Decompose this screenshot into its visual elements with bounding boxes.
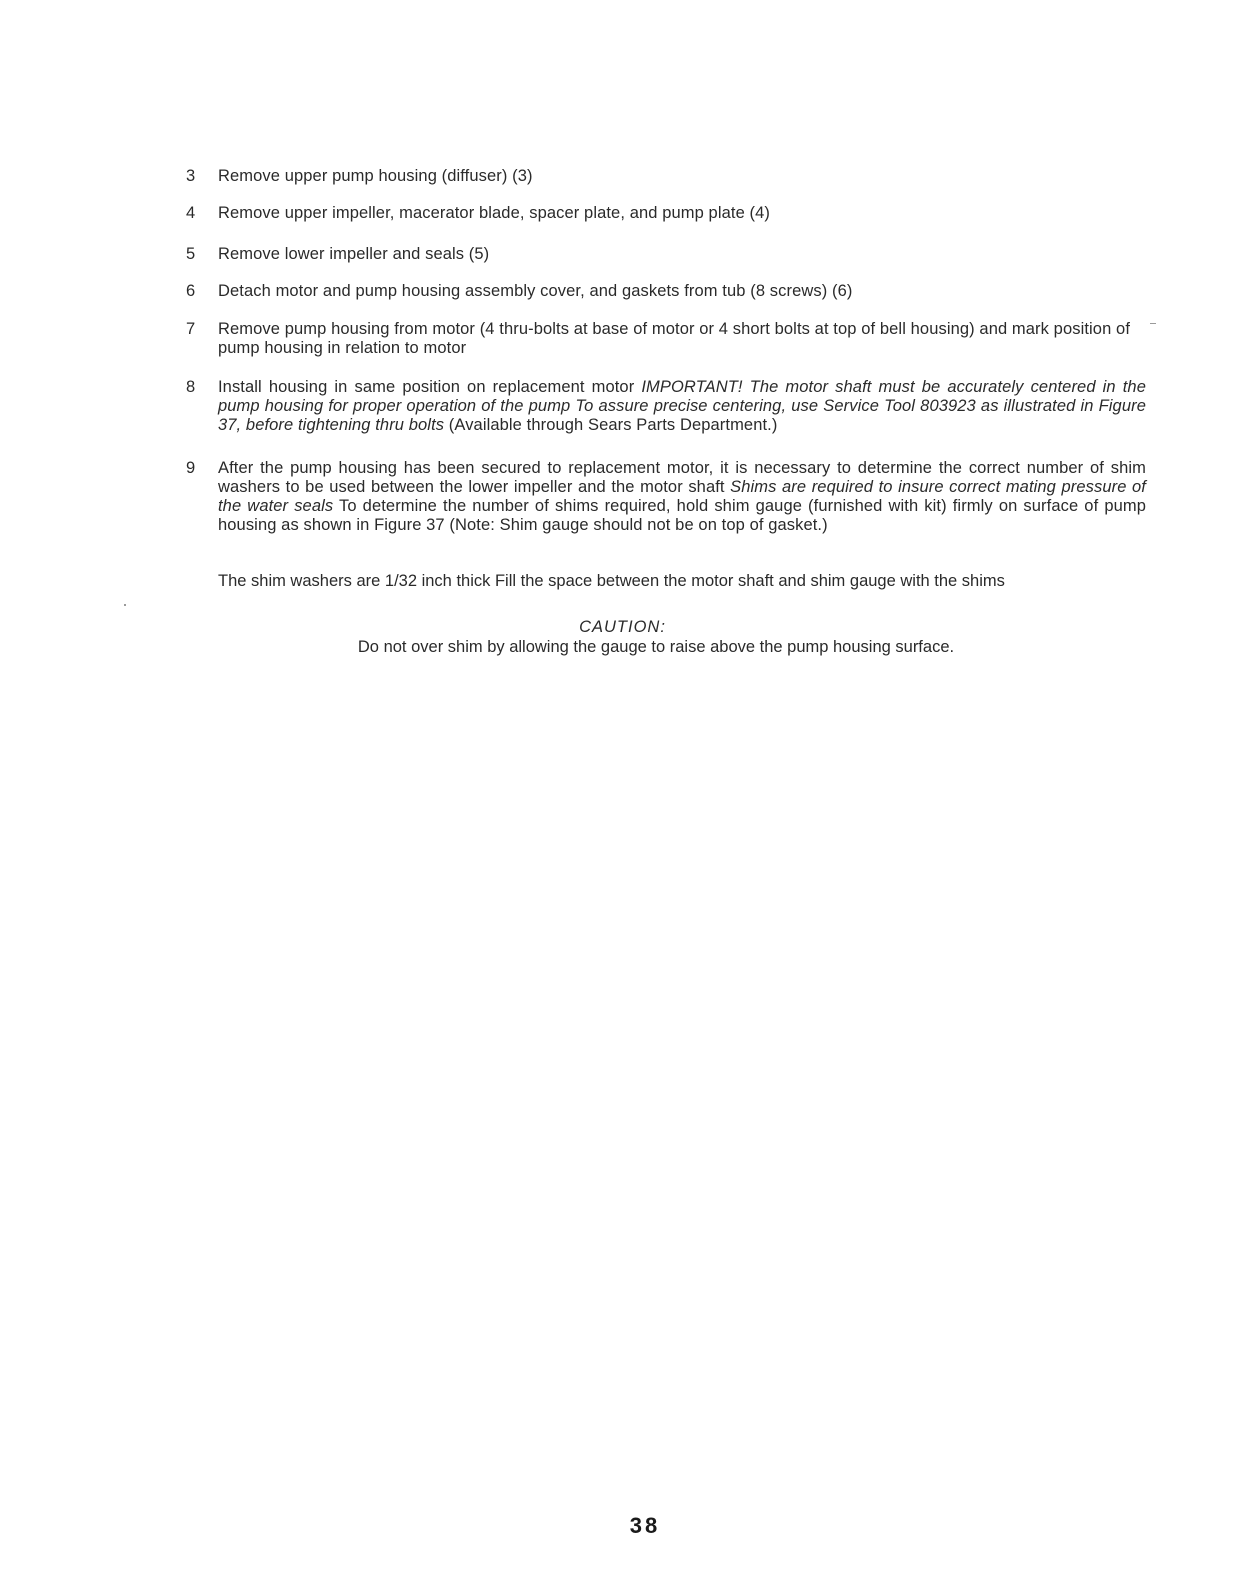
step-number: 3 [186, 167, 196, 185]
step-number: 6 [186, 282, 196, 300]
caution-text [0, 638, 1245, 657]
step-text-plain: To determine the number of shims required, hold shim gauge (furnished with kit) firmly on surface of pump housing as shown in Figure 37 (Note: Shim gauge should not be on top of gasket.) [218, 497, 1146, 534]
step-text [218, 378, 1146, 435]
step-5 [186, 245, 1166, 264]
caution-title: CAUTION: [579, 618, 666, 636]
step-number: 8 [186, 378, 196, 396]
step-text-plain: (Available through Sears Parts Department.) [444, 416, 778, 434]
step-text-emphasis: Shims are required to insure correct mating pressure of the water seals [218, 478, 1146, 515]
scan-speck [1150, 323, 1156, 324]
step-text: Remove upper impeller, macerator blade, spacer plate, and pump plate (4) [218, 204, 770, 222]
step-text [218, 459, 1146, 535]
step-text: Remove lower impeller and seals (5) [218, 245, 490, 263]
step-9 [186, 459, 1166, 535]
shim-note: The shim washers are 1/32 inch thick Fill the space between the motor shaft and shim gauge with the shims [218, 572, 1005, 590]
step-6 [186, 282, 1166, 301]
step-number: 5 [186, 245, 196, 263]
page-number: 38 [629, 1513, 661, 1538]
step-text-plain: After the pump housing has been secured to replacement motor, it is necessary to determine the correct number of shim washers to be used between the lower impeller and the motor shaft [218, 459, 1146, 496]
step-text: Detach motor and pump housing assembly cover, and gaskets from tub (8 screws) (6) [218, 282, 853, 300]
step-7 [186, 320, 1166, 358]
step-text: Remove pump housing from motor (4 thru-bolts at base of motor or 4 short bolts at top of bell housing) and mark position of pump housing in relation to motor [218, 320, 1131, 357]
caution-message: Do not over shim by allowing the gauge to raise above the pump housing surface. [357, 638, 955, 656]
step-number: 9 [186, 459, 196, 477]
step-8 [186, 378, 1166, 435]
step-number: 4 [186, 204, 196, 222]
scan-speck [124, 604, 126, 606]
step-text-plain: Install housing in same position on replacement motor [218, 378, 642, 396]
step-number: 7 [186, 320, 196, 338]
step-text: Remove upper pump housing (diffuser) (3) [218, 167, 533, 185]
step-3 [186, 167, 1166, 186]
step-text-emphasis: IMPORTANT! The motor shaft must be accurately centered in the pump housing for proper operation of the pump To assure precise centering, use Service Tool 803923 as illustrated in Figure 37, before tightening thru bolts [218, 378, 1146, 434]
step-4 [186, 204, 1166, 223]
